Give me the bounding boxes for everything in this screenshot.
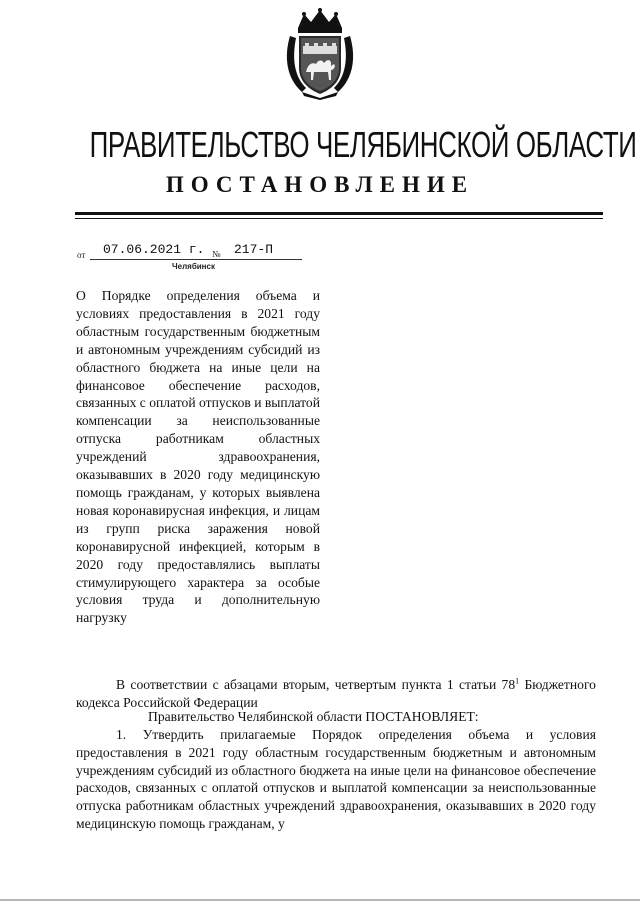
chelyabinsk-coat-of-arms-icon [284, 6, 356, 100]
resolution-statement: Правительство Челябинской области ПОСТАНОВЛЯЕТ: [148, 709, 479, 724]
date-underline [90, 259, 302, 260]
document-number: 217-П [234, 242, 274, 257]
preamble-text-tail: Бюджетного кодекса Российской Федерации [76, 677, 596, 710]
document-date: 07.06.2021 г. [103, 242, 205, 257]
preamble-text: В соответствии с абзацами вторым, четвертым пункта 1 статьи 78 [116, 677, 516, 692]
from-label: от [77, 250, 86, 260]
header-divider-thin [75, 218, 603, 219]
clause-1: 1. Утвердить прилагаемые Порядок определения объема и условия предоставления в 2021 году областным государственным бюджетным и автономным учреждениям субсидий из областного бюджета на иные цели на финансовое обеспечение расходов, связанных с оплатой отпусков и выплатой компенсации за неиспользованные отпуска работникам областных учреждений здравоохранения, оказывавших в 2020 году медицинскую помощь гражданам, у [76, 727, 596, 831]
document-subject: О Порядке определения объема и условиях предоставления в 2021 году областным государственным бюджетным и автономным учреждениям субсидий из областного бюджета на иные цели на финансовое обеспечение расходов, связанных с оплатой отпусков и выплатой компенсации за неиспользованные отпуска работникам областных учреждений здравоохранения, оказывавших в 2020 году медицинскую помощь гражданам, у которых выявлена новая коронавирусная инфекция, и лицам из групп риска заражения новой коронавирусной инфекцией, которым в 2020 году предоставлялись выплаты стимулирующего характера за особые условия труда и дополнительную нагрузку [76, 288, 320, 626]
page-bottom-edge [0, 899, 640, 901]
header-divider-thick [75, 212, 603, 215]
preamble-paragraph [76, 676, 596, 712]
article-superscript: 1 [515, 676, 520, 686]
government-title: ПРАВИТЕЛЬСТВО ЧЕЛЯБИНСКОЙ ОБЛАСТИ [89, 124, 637, 165]
city-label: Челябинск [172, 262, 215, 271]
document-type: ПОСТАНОВЛЕНИЕ [165, 172, 475, 197]
number-label: № [212, 249, 221, 259]
